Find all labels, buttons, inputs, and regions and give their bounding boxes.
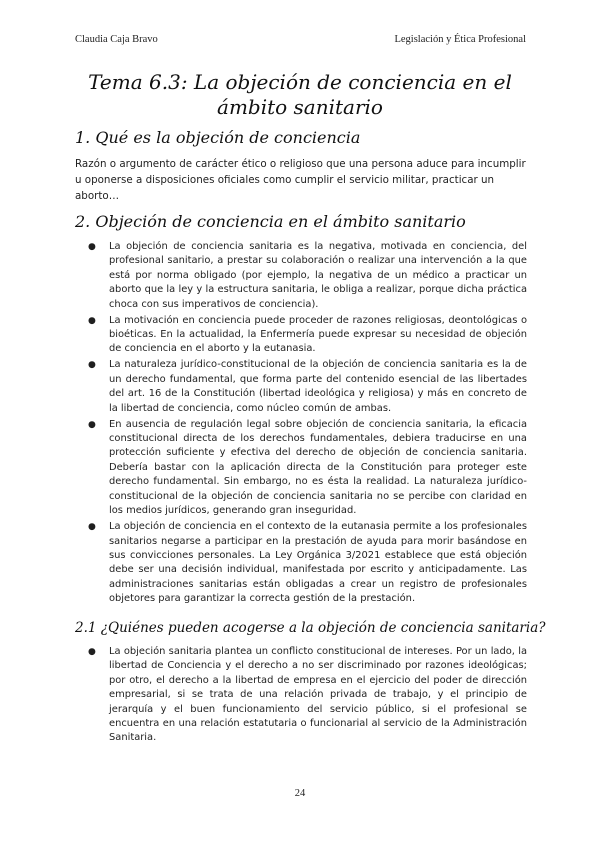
section-2-heading: 2. Objeción de conciencia en el ámbito sanitario [75,212,466,231]
header-author: Claudia Caja Bravo [75,34,158,45]
bullet-icon: ● [88,242,96,252]
page-number: 24 [294,788,306,799]
section-1-text: Razón o argumento de carácter ético o religioso que una persona aduce para incumplir u oponerse a disposiciones oficiales como cumplir el servicio militar, practicar un aborto… [75,158,526,202]
list-item-text: La naturaleza jurídico-constitucional de la objeción de conciencia sanitaria es la de un derecho fundamental, que forma parte del contenido esencial de las libertades del art. 16 de la Constitución (libertad ideológica y religiosa) y más en concreto de la libertad de conciencia, como núcleo común de ambas. [109,359,527,414]
list-item [75,314,527,357]
list-item-text: La objeción de conciencia sanitaria es la negativa, motivada en conciencia, del profesional sanitario, a prestar su colaboración o realizar una intervención a la que está por norma obligado (por ejemplo, la negativa de un médico a practicar un aborto que la ley y la estructura sanitaria, le obliga a realizar, porque dicha práctica choca con sus imperativos de conciencia). [109,241,527,310]
bullet-icon: ● [88,522,96,533]
section-2-1-list [75,645,527,747]
list-item [75,358,527,416]
list-item [75,645,527,746]
list-item [75,520,527,606]
list-item-text: En ausencia de regulación legal sobre objeción de conciencia sanitaria, la eficacia constitucional directa de los derechos fundamentales, debiera traducirse en una protección suficiente y efectiva del derecho de objeción de conciencia sanitaria. Debería bastar con la aplicación directa de la Constitución para proteger este derecho fundamental. Sin embargo, no es ésta la realidad. La naturaleza jurídico-constitucional de la objeción de conciencia sanitaria no se percibe con claridad en los medios jurídicos, generando gran inseguridad. [109,418,527,517]
list-item [75,418,527,519]
section-2-list [75,240,527,608]
section-1-heading: 1. Qué es la objeción de conciencia [75,128,361,147]
list-item-text: La objeción sanitaria plantea un conflicto constitucional de intereses. Por un lado, la libertad de Conciencia y el derecho a no ser discriminado por razones ideológicas; por otro, el derecho a la libertad de empresa en el ejercicio del poder de dirección empresarial, si se trata de una relación privada de trabajo, y el principio de jerarquía y el buen funcionamiento del servicio público, si el profesional se encuentra en una relación estatutaria o funcionarial al servicio de la Administración Sanitaria. [109,646,527,744]
bullet-icon: ● [88,419,96,430]
list-item [75,240,527,312]
section-2-1-heading: 2.1 ¿Quiénes pueden acogerse a la objeción de conciencia sanitaria? [75,620,546,636]
list-item-text: La objeción de conciencia en el contexto de la eutanasia permite a los profesionales sanitarios negarse a participar en la prestación de ayuda para morir basándose en sus convicciones personales. La Ley Orgánica 3/2021 establece que está objeción debe ser una decisión individual, manifestada por escrito y anticipadamente. Las administraciones sanitarias están obligadas a crear un registro de profesionales objetores para garantizar la correcta gestión de la prestación. [109,521,527,605]
page-title: Tema 6.3: La objeción de conciencia en el ámbito sanitario [88,70,512,119]
header-subject: Legislación y Ética Profesional [394,34,526,45]
bullet-icon: ● [88,360,96,371]
list-item-text: La motivación en conciencia puede proceder de razones religiosas, deontológicas o bioéticas. En la actualidad, la Enfermería puede expresar su necesidad de objeción de conciencia en el aborto y la eutanasia. [109,314,527,355]
bullet-icon: ● [88,315,96,326]
bullet-icon: ● [88,647,96,657]
